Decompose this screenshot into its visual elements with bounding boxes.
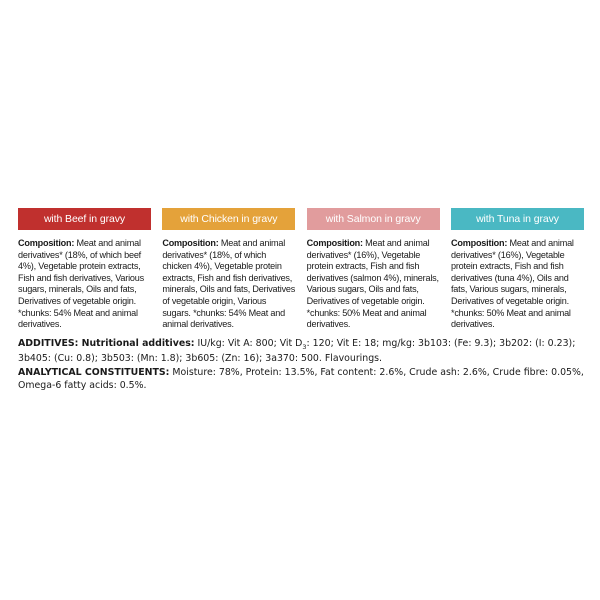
additives-section — [18, 338, 584, 366]
composition-label: Composition: — [18, 238, 75, 248]
composition-beef — [18, 238, 151, 331]
variety-banner-beef: with Beef in gravy — [18, 208, 151, 230]
variety-banner-chicken: with Chicken in gravy — [162, 208, 295, 230]
variety-column-tuna — [451, 208, 584, 331]
analytical-text: Moisture: 78%, Protein: 13.5%, Fat content: 2.6%, Crude ash: 2.6%, Crude fibre: 0.05%, Omega-6 fatty acids: 0.5%. — [18, 367, 584, 391]
variety-banner-tuna: with Tuna in gravy — [451, 208, 584, 230]
composition-tuna — [451, 238, 584, 331]
composition-text: Meat and animal derivatives* (16%), Vegetable protein extracts, Fish and fish derivatives (salmon 4%), minerals, Various sugars, Oils and fats, Derivatives of vegetable origin. *chunks: 50% Meat and animal derivatives. — [306, 238, 439, 330]
composition-label: Composition: — [162, 238, 219, 248]
additives-label: ADDITIVES: Nutritional additives: — [18, 338, 195, 349]
vitamin-d-subscript: 3 — [302, 342, 307, 351]
additives-text-start: IU/kg: Vit A: 800; Vit D — [194, 338, 303, 349]
analytical-label: ANALYTICAL CONSTITUENTS: — [18, 367, 170, 378]
variety-column-beef — [18, 208, 151, 331]
composition-label: Composition: — [306, 238, 363, 248]
additives-text-end: : 120; Vit E: 18; mg/kg: 3b103: (Fe: 9.3); 3b202: (I: 0.23); 3b405: (Cu: 0.8); 3b503: (Mn: 1.8); 3b605: (Zn: 16); 3a370: 500. Flavourings. — [18, 338, 576, 365]
composition-text: Meat and animal derivatives* (16%), Vegetable protein extracts, Fish and fish derivatives (tuna 4%), Oils and fats, Various sugars, minerals, Derivatives of vegetable origin. *chunks: 50% Meat and animal derivatives. — [450, 238, 574, 330]
composition-chicken — [162, 238, 295, 331]
composition-salmon — [307, 238, 440, 331]
composition-label: Composition: — [450, 238, 508, 248]
variety-banner-salmon: with Salmon in gravy — [307, 208, 440, 230]
composition-text: Meat and animal derivatives* (18%, of which beef 4%), Vegetable protein extracts, Fish and fish derivatives, Various sugars, minerals, Oils and fats, Derivatives of vegetable origin. *chunks: 54% Meat and animal derivatives. — [18, 238, 144, 330]
composition-text: Meat and animal derivatives* (18%, of which chicken 4%), Vegetable protein extracts, Fish and fish derivatives, minerals, Oils and fats, Derivatives of vegetable origin, Various sugars. *chunks: 54% Meat and animal derivatives. — [162, 238, 296, 330]
variety-columns — [18, 208, 584, 331]
variety-column-salmon — [307, 208, 440, 331]
variety-column-chicken — [162, 208, 295, 331]
analytical-constituents-section — [18, 367, 584, 392]
